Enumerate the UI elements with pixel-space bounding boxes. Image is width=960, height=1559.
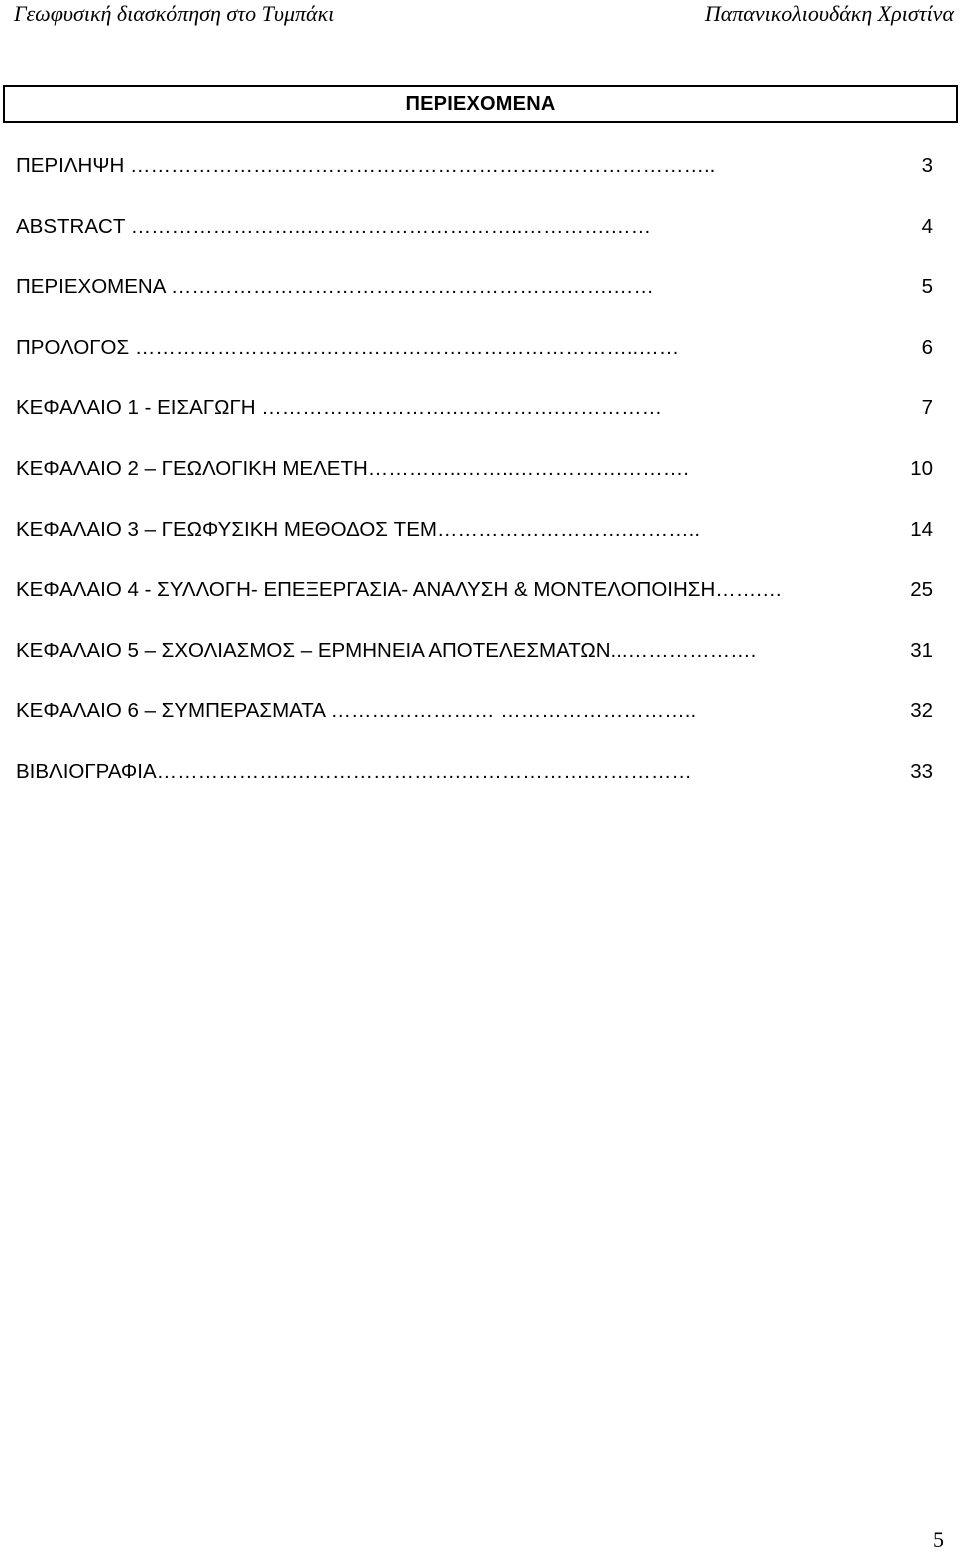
header-author-name: Παπανικολιουδάκη Χριστίνα [704,1,954,26]
toc-entry-page: 14 [910,517,933,541]
toc-entry-text: ABSTRACT ……………………..…………………………..………….…… [16,214,652,238]
toc-entry-text: ΠΕΡΙΛΗΨΗ ………………………………………………………………………….. [16,154,716,177]
toc-entry-page: 10 [910,456,933,480]
toc-entry-summary[interactable] [16,152,946,213]
toc-entry-text: ΚΕΦΑΛΑΙΟ 1 - ΕΙΣΑΓΩΓΗ ……………………….…………….…………… [16,396,663,420]
page-number: 5 [933,1527,944,1552]
toc-entry-page: 5 [921,275,933,299]
table-of-contents [16,152,946,819]
toc-title: ΠΕΡΙΕΧΟΜΕΝΑ [405,92,556,115]
toc-entry-bibliography[interactable] [16,758,946,819]
header-document-title: Γεωφυσική διασκόπηση στο Τυμπάκι [14,1,335,26]
toc-entry-abstract[interactable] [16,213,946,274]
toc-entry-text: ΚΕΦΑΛΑΙΟ 3 – ΓΕΩΦΥΣΙΚΗ ΜΕΘΟΔΟΣ TEM……………………….……….. [16,517,701,541]
toc-entry-preface[interactable] [16,334,946,395]
toc-entry-text: ΚΕΦΑΛΑΙΟ 4 - ΣΥΛΛΟΓΗ- ΕΠΕΞΕΡΓΑΣΙΑ- ΑΝΑΛΥΣΗ & ΜΟΝΤΕΛΟΠΟΙΗΣΗ…….… [16,578,783,602]
toc-entry-chapter-5[interactable] [16,637,946,698]
toc-entry-text: ΚΕΦΑΛΑΙΟ 6 – ΣΥΜΠΕΡΑΣΜΑΤΑ …………………… ……………………….. [16,699,697,723]
toc-entry-chapter-6[interactable] [16,697,946,758]
toc-entry-page: 33 [910,759,933,783]
toc-entry-text: ΒΙΒΛΙΟΓΡΑΦΙΑ………………..…………………….……………….…………… [16,759,692,783]
toc-entry-text: ΠΕΡΙΕΧΟΜΕΝΑ ………………………………………………….…….…… [16,275,654,299]
toc-entry-page: 32 [910,699,933,723]
toc-entry-chapter-2[interactable] [16,455,946,516]
toc-entry-page: 3 [921,154,933,177]
toc-entry-chapter-4[interactable] [16,576,946,637]
toc-entry-text: ΚΕΦΑΛΑΙΟ 5 – ΣΧΟΛΙΑΣΜΟΣ – ΕΡΜΗΝΕΙΑ ΑΠΟΤΕΛΕΣΜΑΤΩΝ...………………. [16,638,757,662]
toc-entry-chapter-3[interactable] [16,516,946,577]
toc-entry-page: 25 [910,578,933,602]
toc-entry-contents[interactable] [16,273,946,334]
toc-entry-page: 31 [910,638,933,662]
toc-entry-page: 7 [921,396,933,420]
toc-title-box [3,85,958,123]
toc-entry-page: 6 [921,335,933,359]
toc-entry-chapter-1[interactable] [16,394,946,455]
toc-entry-text: ΚΕΦΑΛΑΙΟ 2 – ΓΕΩΛΟΓΙΚΗ ΜΕΛΕΤΗ…………..……..…………….………. [16,456,689,480]
toc-entry-page: 4 [921,214,933,238]
toc-entry-text: ΠΡΟΛΟΓΟΣ ………………………………………………………………..…… [16,335,680,359]
